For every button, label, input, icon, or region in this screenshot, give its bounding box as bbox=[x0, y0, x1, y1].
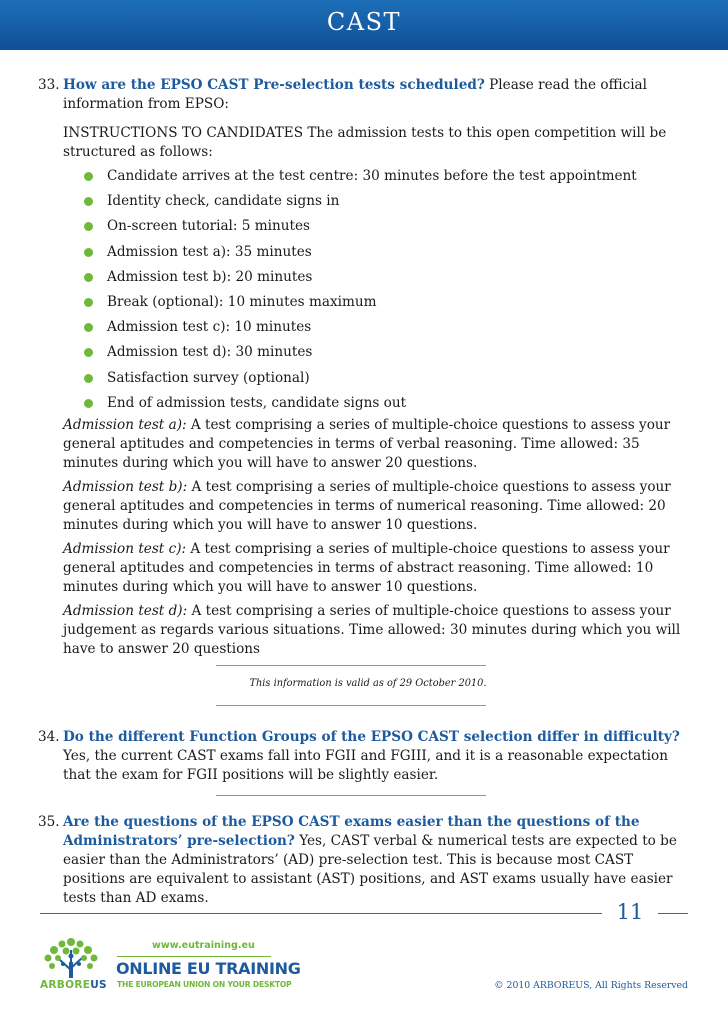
question-text: How are the EPSO CAST Pre-selection tests scheduled? bbox=[63, 77, 485, 93]
question-35 bbox=[38, 813, 698, 908]
logo-wordmark-green: ARBORE bbox=[40, 979, 91, 991]
page-number: 11 bbox=[616, 900, 644, 924]
schedule-item: Candidate arrives at the test centre: 30 minutes before the test appointment bbox=[82, 164, 698, 189]
test-label: Admission test c): bbox=[63, 540, 187, 557]
schedule-item: Admission test b): 20 minutes bbox=[82, 265, 698, 290]
test-text: A test comprising a series of multiple-choice questions to assess your judgement as regards various situations. Time allowed: 30 minutes during which you will have to answer 20 questions bbox=[63, 602, 681, 657]
answer-text: Yes, CAST verbal & numerical tests are expected to be easier than the Administrators’ (AD) pre-selection test. This is because most CAST positions are equivalent to assistant (AST) positions, and AST exams usually have easier tests than AD exams. bbox=[63, 832, 677, 906]
answer-text: Please read the official information from EPSO: bbox=[63, 77, 647, 112]
schedule-item: End of admission tests, candidate signs out bbox=[82, 391, 698, 416]
test-text: A test comprising a series of multiple-choice questions to assess your general aptitudes and competencies in terms of abstract reasoning. Time allowed: 10 minutes during which you will have to answer 10 questions. bbox=[63, 540, 670, 595]
footer-rule bbox=[658, 913, 688, 914]
test-description-b bbox=[38, 478, 698, 535]
copyright-notice: © 2010 ARBOREUS, All Rights Reserved bbox=[494, 980, 688, 991]
divider bbox=[216, 795, 486, 796]
test-description-a bbox=[38, 416, 698, 473]
test-text: A test comprising a series of multiple-choice questions to assess your general aptitudes and competencies in terms of numerical reasoning. Time allowed: 20 minutes during which you will have to answer 10 questions. bbox=[63, 478, 671, 533]
divider bbox=[216, 705, 486, 706]
brand-name: ONLINE EU TRAINING bbox=[116, 959, 301, 978]
test-label: Admission test b): bbox=[63, 478, 188, 495]
page-title: CAST bbox=[326, 8, 402, 36]
question-33 bbox=[38, 76, 698, 114]
schedule-item: Admission test c): 10 minutes bbox=[82, 315, 698, 340]
divider bbox=[216, 665, 486, 666]
test-description-c bbox=[38, 540, 698, 597]
question-34 bbox=[38, 728, 698, 785]
schedule-item: On-screen tutorial: 5 minutes bbox=[82, 214, 698, 239]
instructions-paragraph: INSTRUCTIONS TO CANDIDATES The admission tests to this open competition will be structured as follows: bbox=[63, 125, 667, 160]
header-bar bbox=[0, 0, 728, 50]
schedule-item: Identity check, candidate signs in bbox=[82, 189, 698, 214]
schedule-item: Satisfaction survey (optional) bbox=[82, 366, 698, 391]
question-number: 35. bbox=[38, 813, 60, 830]
answer-text: Yes, the current CAST exams fall into FGII and FGIII, and it is a reasonable expectation that the exam for FGII positions will be slightly easier. bbox=[63, 747, 668, 783]
logo-wordmark-blue: US bbox=[90, 979, 107, 991]
validity-note: This information is valid as of 29 October 2010. bbox=[249, 677, 487, 689]
schedule-item: Admission test d): 30 minutes bbox=[82, 340, 698, 365]
question-text: Are the questions of the EPSO CAST exams easier than the questions of the Administrators’ pre-selection? bbox=[63, 813, 640, 849]
question-number: 34. bbox=[38, 728, 60, 745]
test-label: Admission test a): bbox=[63, 416, 187, 433]
test-label: Admission test d): bbox=[63, 602, 188, 619]
document-body bbox=[38, 76, 698, 908]
question-number: 33. bbox=[38, 77, 60, 93]
divider bbox=[117, 956, 271, 957]
test-text: A test comprising a series of multiple-choice questions to assess your general aptitudes and competencies in terms of verbal reasoning. Time allowed: 35 minutes during which you will have to answer 20 questions. bbox=[63, 416, 671, 471]
footer-rule bbox=[40, 913, 602, 914]
schedule-item: Break (optional): 10 minutes maximum bbox=[82, 290, 698, 315]
test-description-d bbox=[38, 602, 698, 659]
brand-tagline: THE EUROPEAN UNION ON YOUR DESKTOP bbox=[117, 980, 292, 989]
schedule-list bbox=[38, 164, 698, 416]
question-text: Do the different Function Groups of the EPSO CAST selection differ in difficulty? bbox=[63, 728, 680, 745]
schedule-item: Admission test a): 35 minutes bbox=[82, 240, 698, 265]
logo-wordmark bbox=[40, 979, 107, 991]
website-link[interactable]: www.eutraining.eu bbox=[152, 940, 255, 951]
